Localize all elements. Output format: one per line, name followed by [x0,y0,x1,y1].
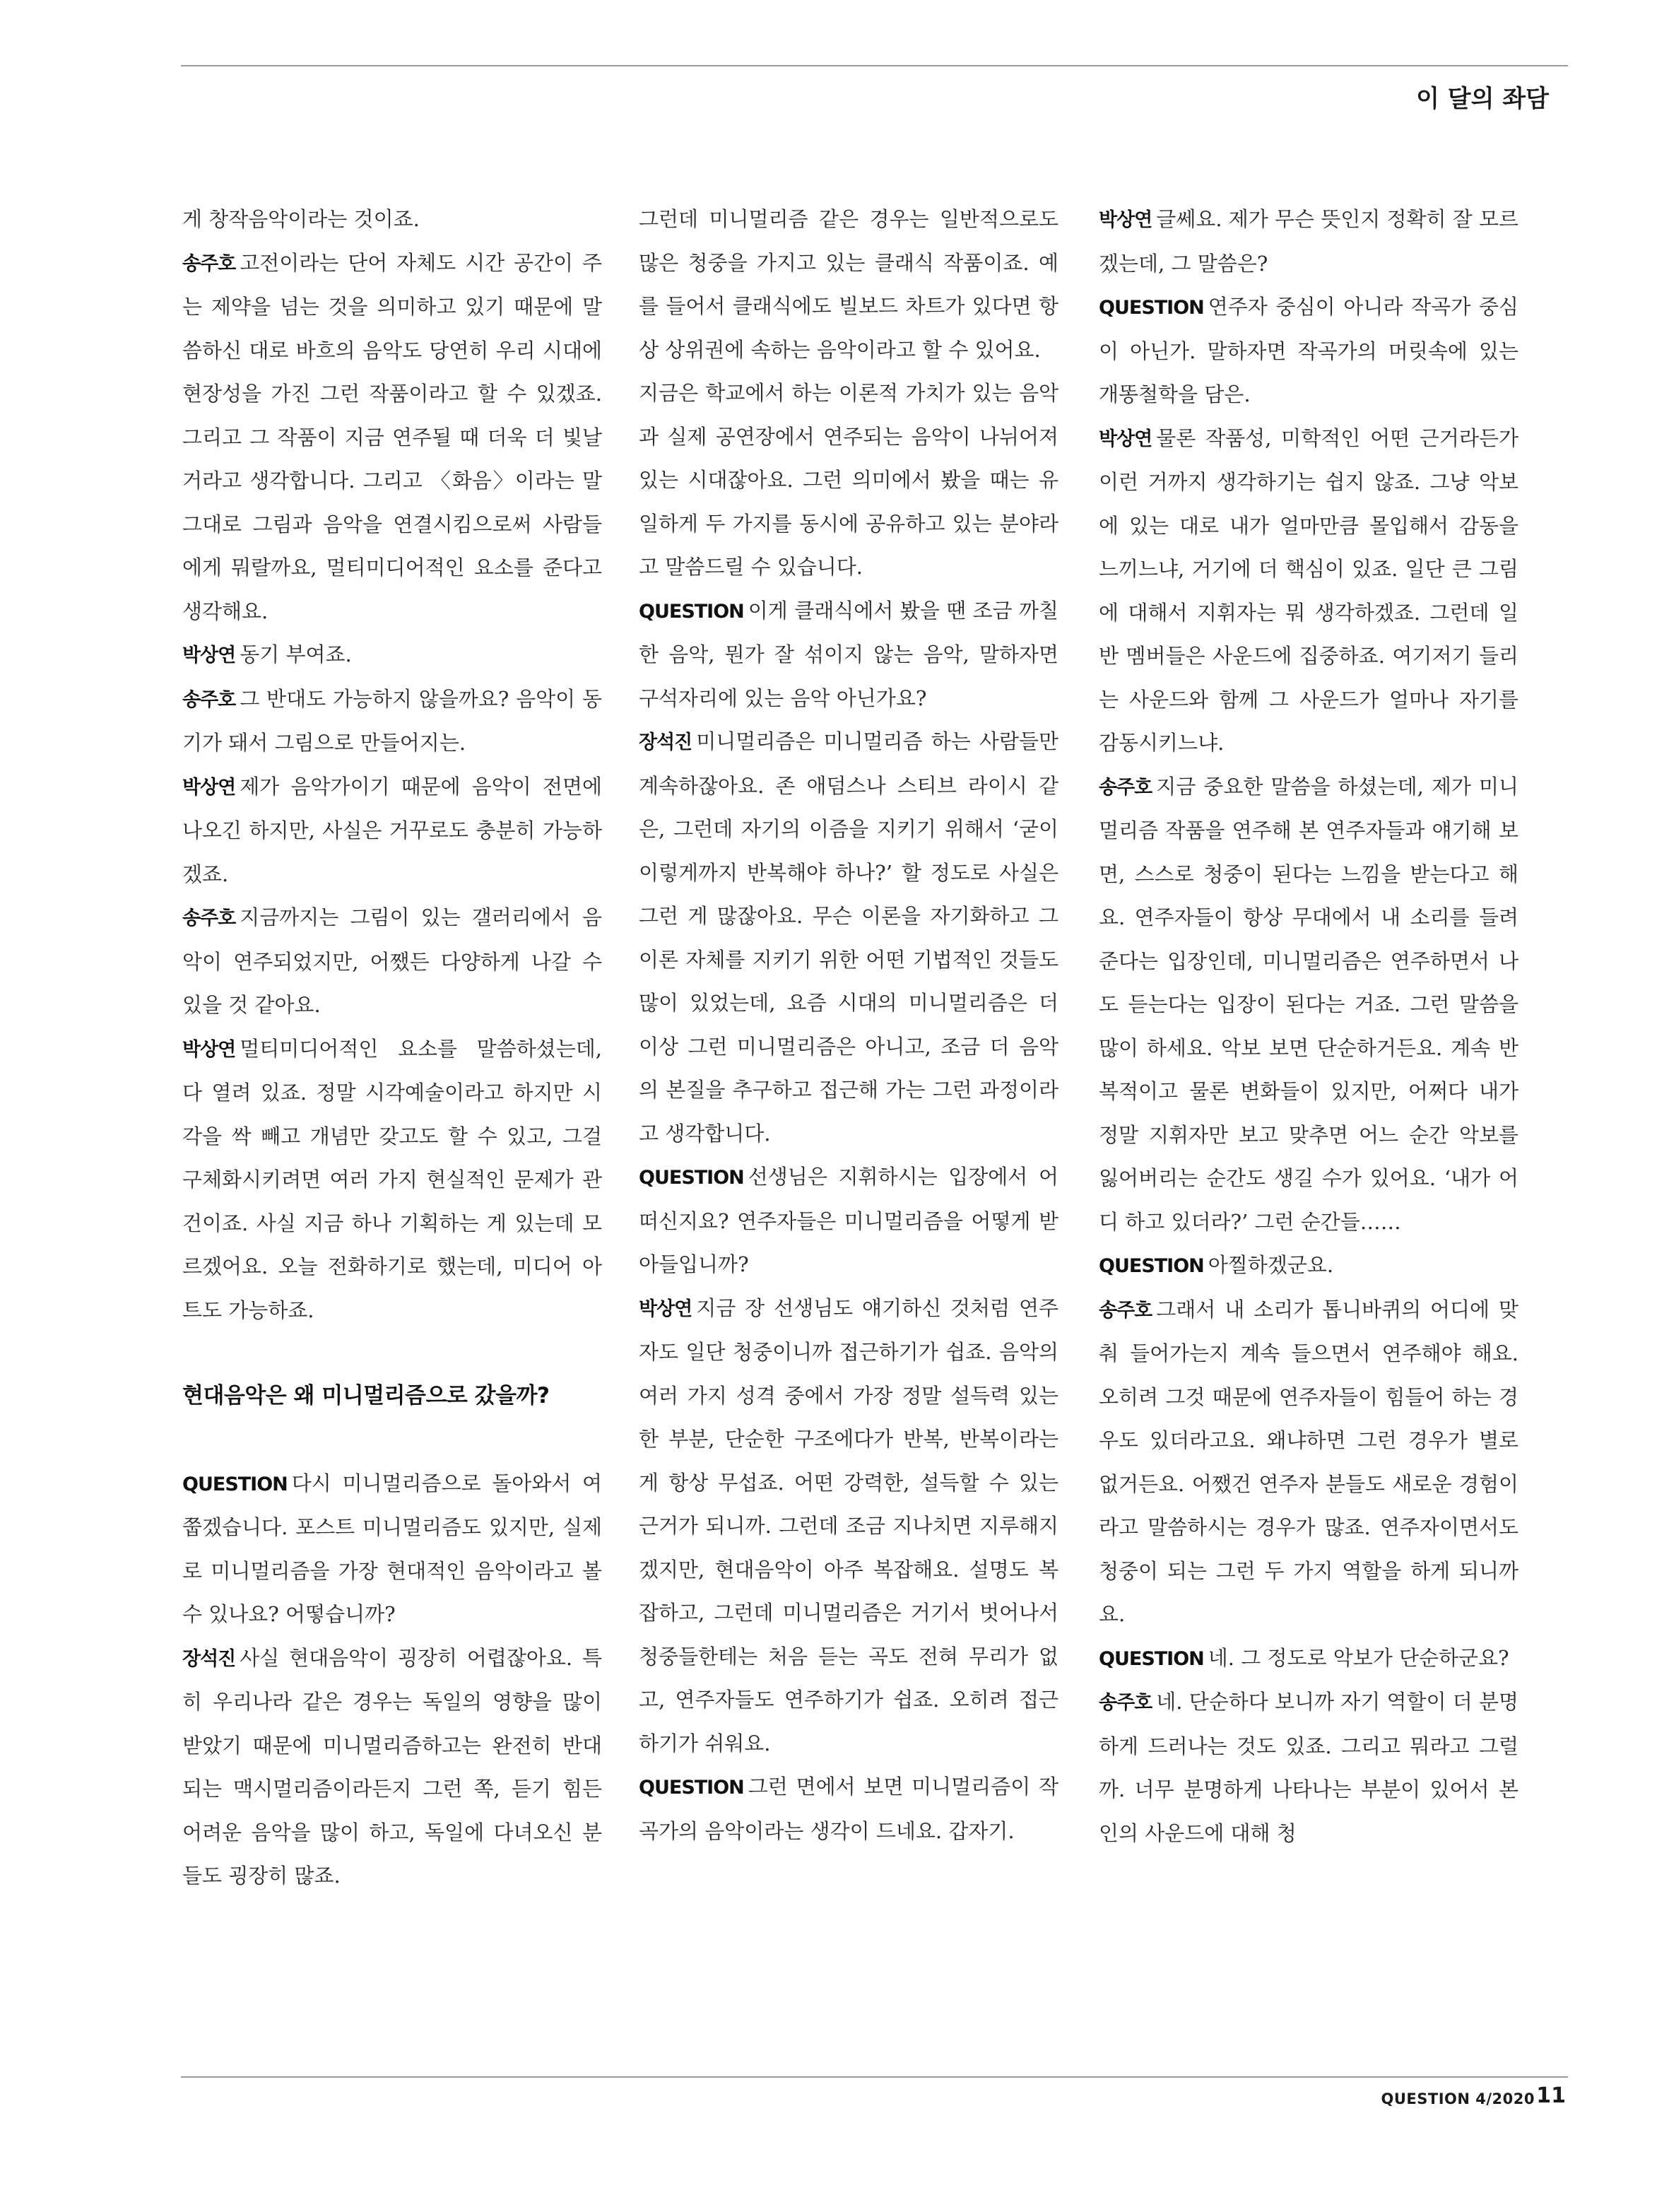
speaker-name: 송주호 [182,907,236,929]
paragraph-text: 지금까지는 그림이 있는 갤러리에서 음악이 연주되었지만, 어쨌든 다양하게 나갈 수 있을 것 같아요. [182,905,602,1017]
paragraph [639,589,1058,721]
paragraph [1099,1637,1518,1681]
column-3 [1099,198,1518,1855]
section-label: 이 달의 좌담 [1416,85,1549,113]
speaker-name: 송주호 [1099,1299,1152,1322]
paragraph [639,198,1058,372]
paragraph-text: 그런데 미니멀리즘 같은 경우는 일반적으로도 많은 청중을 가지고 있는 클래식 작품이죠. 예를 들어서 클래식에도 빌보드 차트가 있다면 항상 상위권에 속하는 음악이라고 할 수 있어요. [639,207,1058,362]
speaker-name: QUESTION [639,600,744,623]
speaker-name: 장석진 [182,1647,236,1670]
issue-label: QUESTION 4/2020 [1381,2090,1535,2107]
speaker-name: 박상연 [1099,428,1152,450]
speaker-name: 박상연 [182,776,236,799]
paragraph [639,1765,1058,1853]
speaker-name: 송주호 [1099,776,1152,799]
section-heading: 현대음악은 왜 미니멀리즘으로 갔을까? [182,1383,550,1408]
paragraph [639,1287,1058,1766]
paragraph-text: 물론 작품성, 미학적인 어떤 근거라든가 이런 거까지 생각하기는 쉽지 않죠. 그냥 악보에 있는 대로 내가 얼마만큼 몰입해서 감동을 느끼느냐, 거기에 더 핵심이 있죠. 일단 큰 그림에 대해서 지휘자는 뭐 생각하겠죠. 그런데 일반 멤버들은 사운드에 집중하죠. 여기저기 들리는 사운드와 함께 그 사운드가 얼마나 자기를 감동시키느냐. [1099,425,1518,755]
paragraph-text: 멀티미디어적인 요소를 말씀하셨는데, 다 열려 있죠. 정말 시각예술이라고 하지만 시각을 싹 빼고 개념만 갖고도 할 수 있고, 그걸 구체화시키려면 여러 가지 현실적인 문제가 관건이죠. 사실 지금 하나 기획하는 게 있는데 모르겠어요. 오늘 전화하기로 했는데, 미디어 아트도 가능하죠. [182,1036,602,1322]
speaker-name: 송주호 [1099,1692,1152,1714]
paragraph-text: 네. 그 정도로 악보가 단순하군요? [1208,1645,1509,1670]
paragraph [182,1028,602,1333]
paragraph-text: 미니멀리즘은 미니멀리즘 하는 사람들만 계속하잖아요. 존 애덤스나 스티브 라이시 같은, 그런데 자기의 이즘을 지키기 위해서 ‘굳이 이렇게까지 반복해야 하나?’ 할 정도로 사실은 그런 게 많잖아요. 무슨 이론을 자기화하고 그 이론 자체를 지키기 위한 어떤 기법적인 것들도 많이 있었는데, 요즘 시대의 미니멀리즘은 더 이상 그런 미니멀리즘은 아니고, 조금 더 음악의 본질을 추구하고 접근해 가는 그런 과정이라고 생각합니다. [639,729,1058,1146]
speaker-name: 박상연 [639,1298,692,1320]
paragraph-text: 사실 현대음악이 굉장히 어렵잖아요. 특히 우리나라 같은 경우는 독일의 영향을 많이 받았기 때문에 미니멀리즘하고는 완전히 반대되는 맥시멀리즘이라든지 그런 쪽, 듣기 힘든 어려운 음악을 많이 하고, 독일에 다녀오신 분들도 굉장히 많죠. [182,1645,602,1888]
paragraph [639,372,1058,589]
paragraph [1099,1288,1518,1637]
paragraph-text: 지금 중요한 말씀을 하셨는데, 제가 미니멀리즘 작품을 연주해 본 연주자들과 얘기해 보면, 스스로 청중이 된다는 느낌을 받는다고 해요. 연주자들이 항상 무대에서 내 소리를 들려준다는 입장인데, 미니멀리즘은 연주하면서 나도 듣는다는 입장이 된다는 거죠. 그런 말씀을 많이 하세요. 악보 보면 단순하거든요. 계속 반복적이고 물론 변화들이 있지만, 어쩌다 내가 정말 지휘자만 보고 맞추면 어느 순간 악보를 잃어버리는 순간도 생길 수가 있어요. ‘내가 어디 하고 있더라?’ 그런 순간들…… [1099,774,1518,1234]
paragraph [1099,1244,1518,1288]
speaker-name: 박상연 [182,645,236,666]
paragraph-text: 그 반대도 가능하지 않을까요? 음악이 동기가 돼서 그림으로 만들어지는. [182,686,602,755]
paragraph-text: 선생님은 지휘하시는 입장에서 어떠신지요? 연주자들은 미니멀리즘을 어떻게 받아들입니까? [639,1165,1058,1276]
paragraph [182,633,602,678]
paragraph-text: 동기 부여죠. [240,642,352,666]
footer-rule [181,2076,1568,2078]
speaker-name: QUESTION [1099,1647,1204,1670]
paragraph [639,720,1058,1155]
paragraph-text: 글쎄요. 제가 무슨 뜻인지 정확히 잘 모르겠는데, 그 말씀은? [1099,207,1519,276]
paragraph-text: 네. 단순하다 보니까 자기 역할이 더 분명하게 드러나는 것도 있죠. 그리고 뭐라고 그럴까. 너무 분명하게 나타나는 부분이 있어서 본인의 사운드에 대해 청 [1099,1690,1519,1845]
paragraph-text: 다시 미니멀리즘으로 돌아와서 여쭙겠습니다. 포스트 미니멀리즘도 있지만, 실제로 미니멀리즘을 가장 현대적인 음악이라고 볼 수 있나요? 어떻습니까? [182,1471,602,1626]
speaker-name: 박상연 [1099,209,1152,231]
paragraph-text: 고전이라는 단어 자체도 시간 공간이 주는 제약을 넘는 것을 의미하고 있기 때문에 말씀하신 대로 바흐의 음악도 당연히 우리 시대에 현장성을 가진 그런 작품이라고 할 수 있겠죠. 그리고 그 작품이 지금 연주될 때 더욱 더 빛날 거라고 생각합니다. 그리고 〈화음〉이라는 말 그대로 그림과 음악을 연결시킴으로써 사람들에게 뭐랄까요, 멀티미디어적인 요소를 준다고 생각해요. [182,250,602,623]
speaker-name: 송주호 [182,688,236,711]
speaker-name: 송주호 [182,252,236,275]
paragraph-text: 연주자 중심이 아니라 작곡가 중심이 아닌가. 말하자면 작곡가의 머릿속에 있는 개똥철학을 담은. [1099,295,1518,406]
paragraph [182,242,602,634]
column-1 [182,198,602,1898]
speaker-name: QUESTION [639,1167,744,1189]
paragraph [182,896,602,1028]
paragraph [182,198,602,242]
speaker-name: QUESTION [639,1777,744,1799]
page-number: 11 [1536,2083,1566,2108]
paragraph-text: 지금은 학교에서 하는 이론적 가치가 있는 음악과 실제 공연장에서 연주되는 음악이 나뉘어져 있는 시대잖아요. 그런 의미에서 봤을 때는 유일하게 두 가지를 동시에 공유하고 있는 분야라고 말씀드릴 수 있습니다. [639,381,1058,579]
paragraph-text: 제가 음악가이기 때문에 음악이 전면에 나오긴 하지만, 사실은 거꾸로도 충분히 가능하겠죠. [182,774,602,886]
article-body [182,198,1540,2064]
speaker-name: 장석진 [639,731,692,753]
paragraph-text: 그래서 내 소리가 톱니바퀴의 어디에 맞춰 들어가는지 계속 들으면서 연주해야 해요. 오히려 그것 때문에 연주자들이 힘들어 하는 경우도 있더라고요. 왜냐하면 그런 경우가 별로 없거든요. 어쨌건 연주자 분들도 새로운 경험이라고 말씀하시는 경우가 많죠. 연주자이면서도 청중이 되는 그런 두 가지 역할을 하게 되니까요. [1099,1297,1518,1626]
paragraph [182,1637,602,1898]
paragraph [1099,765,1518,1245]
paragraph-text: 그런 면에서 보면 미니멀리즘이 작곡가의 음악이라는 생각이 드네요. 갑자기. [639,1775,1058,1843]
speaker-name: QUESTION [1099,1255,1204,1277]
header-rule [181,65,1568,66]
speaker-name: 박상연 [182,1038,236,1061]
paragraph [1099,1681,1518,1855]
paragraph-text: 게 창작음악이라는 것이죠. [182,207,420,231]
paragraph [182,1462,602,1637]
paragraph [1099,198,1518,286]
speaker-name: QUESTION [182,1473,288,1495]
paragraph [182,678,602,765]
paragraph [639,1155,1058,1287]
paragraph [1099,417,1518,765]
paragraph-text: 지금 장 선생님도 얘기하신 것처럼 연주자도 일단 청중이니까 접근하기가 쉽죠. 음악의 여러 가지 성격 중에서 가장 정말 설득력 있는 한 부분, 단순한 구조에다가 반복, 반복이라는 게 항상 무섭죠. 어떤 강력한, 설득할 수 있는 근거가 되니까. 그런데 조금 지나치면 지루해지겠지만, 현대음악이 아주 복잡해요. 설명도 복잡하고, 그런데 미니멀리즘은 거기서 벗어나서 청중들한테는 처음 듣는 곡도 전혀 무리가 없고, 연주자들도 연주하기가 쉽죠. 오히려 접근하기가 쉬워요. [639,1295,1058,1755]
paragraph-text: 아찔하겠군요. [1208,1253,1334,1277]
column-2 [639,198,1058,1853]
paragraph [182,765,602,897]
paragraph [1099,286,1518,417]
speaker-name: QUESTION [1099,297,1204,319]
paragraph-text: 이게 클래식에서 봤을 땐 조금 까칠한 음악, 뭔가 잘 섞이지 않는 음악, 말하자면 구석자리에 있는 음악 아닌가요? [639,598,1058,710]
